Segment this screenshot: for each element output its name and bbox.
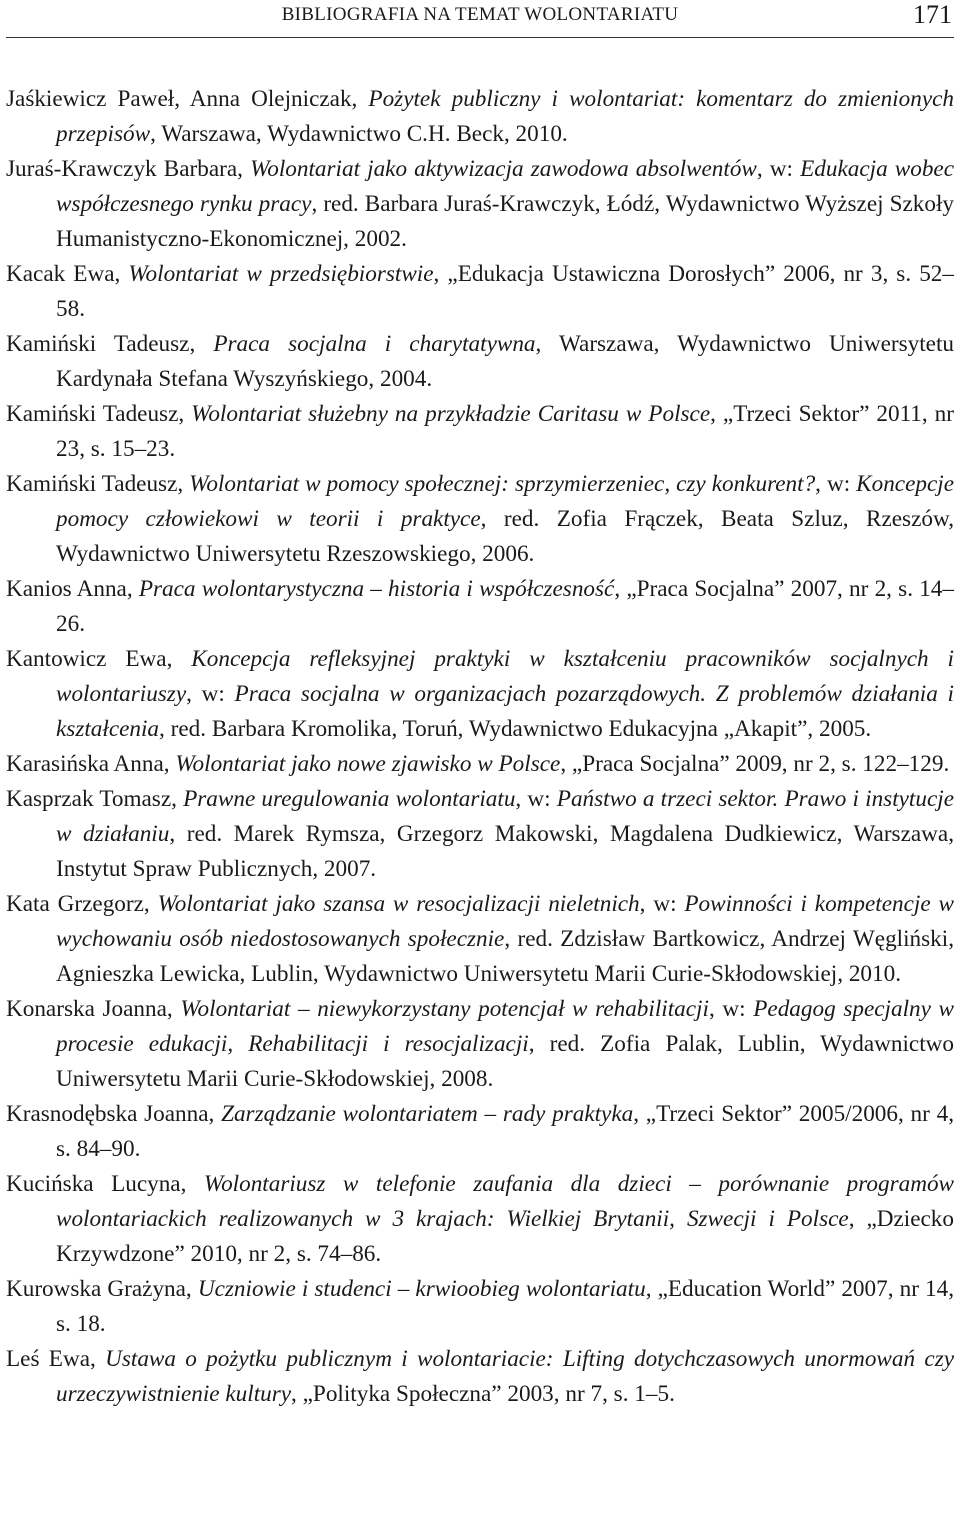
entry-title: Wolontariat w pomocy społecznej: sprzymierzeniec, czy konkurent? <box>189 471 816 497</box>
bibliography-entry <box>6 152 954 257</box>
entry-title: Wolontariat jako szansa w resocjalizacji nieletnich <box>157 891 640 917</box>
entry-author: Kurowska Grażyna, <box>6 1276 198 1302</box>
bibliography-entry <box>6 397 954 467</box>
entry-title: Praca wolontarystyczna – historia i współczesność <box>138 576 615 602</box>
entry-in: , w: <box>756 156 801 182</box>
bibliography-entry <box>6 572 954 642</box>
entry-author: Kantowicz Ewa, <box>6 646 192 672</box>
bibliography-entry <box>6 1167 954 1272</box>
entry-author: Jaśkiewicz Paweł, Anna Olejniczak, <box>6 86 369 112</box>
entry-author: Kanios Anna, <box>6 576 139 602</box>
entry-collection-title: Edukacja wobec współczesnego rynku pracy <box>56 156 955 217</box>
entry-publication: , „Dziecko Krzywdzone” 2010, nr 2, s. 74–86. <box>56 1206 954 1267</box>
entry-author: Kata Grzegorz, <box>6 891 158 917</box>
entry-title: Prawne uregulowania wolontariatu <box>183 786 516 812</box>
entry-collection-title: Państwo a trzeci sektor. Prawo i instytucje w działaniu <box>56 786 954 847</box>
entry-author: Kamiński Tadeusz, <box>6 401 192 427</box>
entry-publication: , „Praca Socjalna” 2007, nr 2, s. 14–26. <box>56 576 954 637</box>
bibliography-entry <box>6 1097 954 1167</box>
entry-publication: red. Barbara Kromolika, Toruń, Wydawnictwo Edukacyjna „Akapit”, 2005. <box>164 716 872 742</box>
entry-publication: , red. Marek Rymsza, Grzegorz Makowski, Magdalena Dudkiewicz, Warszawa, Instytut Spraw Publicznych, 2007. <box>56 821 954 882</box>
bibliography-entry <box>6 1342 954 1412</box>
entry-publication: , „Education World” 2007, nr 14, s. 18. <box>56 1276 954 1337</box>
entry-author: Kucińska Lucyna, <box>6 1171 204 1197</box>
entry-publication: , „Polityka Społeczna” 2003, nr 7, s. 1–5. <box>291 1381 675 1407</box>
entry-collection-title: Pedagog specjalny w procesie edukacji, Rehabilitacji i resocjalizacji <box>56 996 955 1057</box>
page-header <box>6 0 954 38</box>
entry-in: , w: <box>815 471 857 497</box>
bibliography-entry <box>6 782 954 887</box>
entry-title: Ustawa o pożytku publicznym i wolontariacie: Lifting dotychczasowych unormowań czy urzeczywistnienie kultury <box>56 1346 955 1407</box>
entry-title: Wolontariat jako aktywizacja zawodowa absolwentów <box>250 156 757 182</box>
entry-author: Karasińska Anna, <box>6 751 176 777</box>
entry-collection-title: Praca socjalna w organizacjach pozarządowych. Z problemów działania i kształcenia, <box>56 681 955 742</box>
entry-in: , w: <box>639 891 685 917</box>
entry-title: Zarządzanie wolontariatem – rady praktyka <box>221 1101 634 1127</box>
bibliography-list <box>6 84 954 1412</box>
entry-publication: , red. Zofia Palak, Lublin, Wydawnictwo Uniwersytetu Marii Curie-Skłodowskiej, 2008. <box>56 1031 954 1092</box>
entry-in: , w: <box>515 786 557 812</box>
bibliography-entry <box>6 642 954 747</box>
entry-publication: , Warszawa, Wydawnictwo C.H. Beck, 2010. <box>150 121 568 147</box>
entry-author: Krasnodębska Joanna, <box>6 1101 222 1127</box>
bibliography-entry <box>6 467 954 572</box>
bibliography-entry <box>6 327 954 397</box>
bibliography-entry <box>6 1272 954 1342</box>
entry-collection-title: Powinności i kompetencje w wychowaniu osób niedostosowanych społecznie <box>56 891 954 952</box>
entry-publication: , red. Zdzisław Bartkowicz, Andrzej Węgliński, Agnieszka Lewicka, Lublin, Wydawnictwo Uniwersytetu Marii Curie-Skłodowskiej, 2010. <box>56 926 954 987</box>
bibliography-entry <box>6 257 954 327</box>
entry-collection-title: Koncepcje pomocy człowiekowi w teorii i praktyce <box>56 471 954 532</box>
entry-title: Wolontariusz w telefonie zaufania dla dzieci – porównanie programów wolontariackich realizowanych w 3 krajach: Wielkiej Brytanii, Szwecji i Polsce <box>56 1171 955 1232</box>
entry-author: Kacak Ewa, <box>6 261 129 287</box>
entry-in: , w: <box>708 996 754 1022</box>
entry-title: Uczniowie i studenci – krwioobieg wolontariatu <box>197 1276 646 1302</box>
entry-author: Kasprzak Tomasz, <box>6 786 184 812</box>
entry-title: Praca socjalna i charytatywna <box>213 331 536 357</box>
entry-title: Wolontariat – niewykorzystany potencjał w rehabilitacji <box>180 996 709 1022</box>
entry-author: Kamiński Tadeusz, <box>6 471 190 497</box>
bibliography-entry <box>6 992 954 1097</box>
entry-author: Leś Ewa, <box>6 1346 106 1372</box>
entry-publication: , „Edukacja Ustawiczna Dorosłych” 2006, nr 3, s. 52–58. <box>56 261 954 322</box>
entry-author: Kamiński Tadeusz, <box>6 331 214 357</box>
entry-author: Konarska Joanna, <box>6 996 181 1022</box>
bibliography-entry <box>6 887 954 992</box>
entry-title: Pożytek publiczny i wolontariat: komentarz do zmienionych przepisów <box>56 86 954 147</box>
running-head: BIBLIOGRAFIA NA TEMAT WOLONTARIATU <box>281 4 679 25</box>
page-number: 171 <box>913 0 952 29</box>
entry-title: Wolontariat służebny na przykładzie Caritasu w Polsce <box>191 401 711 427</box>
entry-publication: , Warszawa, Wydawnictwo Uniwersytetu Kardynała Stefana Wyszyńskiego, 2004. <box>56 331 954 392</box>
entry-publication: , „Trzeci Sektor” 2005/2006, nr 4, s. 84–90. <box>56 1101 955 1162</box>
entry-publication: , „Praca Socjalna” 2009, nr 2, s. 122–129. <box>560 751 950 777</box>
entry-publication: , red. Barbara Juraś-Krawczyk, Łódź, Wydawnictwo Wyższej Szkoły Humanistyczno-Ekonomicznej, 2002. <box>56 191 954 252</box>
entry-publication: , red. Zofia Frączek, Beata Szluz, Rzeszów, Wydawnictwo Uniwersytetu Rzeszowskiego, 2006. <box>56 506 955 567</box>
bibliography-entry <box>6 82 954 152</box>
bibliography-entry <box>6 747 954 782</box>
entry-title: Wolontariat w przedsiębiorstwie <box>128 261 434 287</box>
entry-in: , w: <box>186 681 235 707</box>
entry-publication: , „Trzeci Sektor” 2011, nr 23, s. 15–23. <box>56 401 954 462</box>
entry-author: Juraś-Krawczyk Barbara, <box>6 156 251 182</box>
entry-title: Wolontariat jako nowe zjawisko w Polsce <box>175 751 561 777</box>
entry-title: Koncepcja refleksyjnej praktyki w kształceniu pracowników socjalnych i wolontariuszy <box>56 646 954 707</box>
